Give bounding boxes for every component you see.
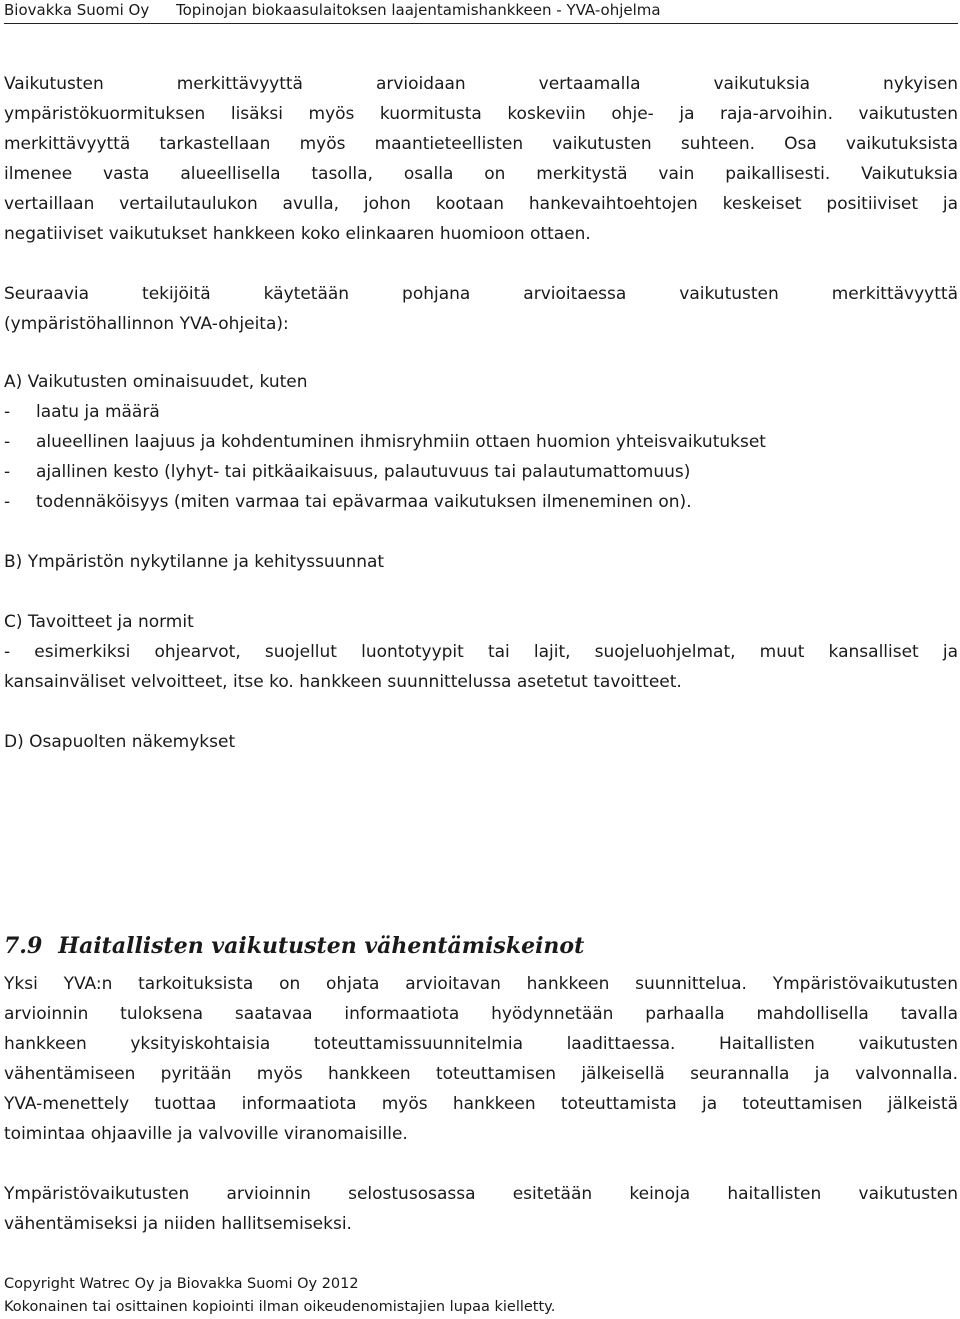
section-c-line: kansainväliset velvoitteet, itse ko. hankkeen suunnittelussa asetetut tavoitteet. xyxy=(4,672,682,692)
section-d-title: D) Osapuolten näkemykset xyxy=(4,732,236,752)
section-a-title: A) Vaikutusten ominaisuudet, kuten xyxy=(4,372,308,392)
factors-paragraph xyxy=(4,279,958,339)
mitigation-report-paragraph xyxy=(4,1179,958,1239)
section-c-line: - esimerkiksi ohjearvot, suojellut luontotyypit tai lajit, suojeluohjelmat, muut kansalliset ja xyxy=(4,642,958,662)
intro-line: Vaikutusten merkittävyyttä arvioidaan vertaamalla vaikutuksia nykyisen xyxy=(4,74,958,94)
footer-copyright: Copyright Watrec Oy ja Biovakka Suomi Oy 2012 xyxy=(4,1276,359,1292)
list-dash: - xyxy=(4,492,11,512)
list-dash: - xyxy=(4,462,11,482)
section-d xyxy=(4,727,958,757)
section-c-title: C) Tavoitteet ja normit xyxy=(4,612,194,632)
mitigation-paragraph xyxy=(4,969,958,1149)
mitigation-line: vähentämiseen pyritään myös hankkeen toteuttamisen jälkeisellä seurannalla ja valvonnalla. xyxy=(4,1064,958,1084)
list-dash: - xyxy=(4,402,11,422)
footer-rights-notice: Kokonainen tai osittainen kopiointi ilman oikeudenomistajien lupaa kielletty. xyxy=(4,1299,556,1315)
list-item xyxy=(4,457,958,487)
intro-line: ympäristökuormituksen lisäksi myös kuormitusta koskeviin ohje- ja raja-arvoihin. vaikutusten xyxy=(4,104,958,124)
mitigation-line: YVA-menettely tuottaa informaatiota myös hankkeen toteuttamista ja toteuttamisen jälkeistä xyxy=(4,1094,958,1114)
document-page xyxy=(4,0,958,1318)
list-item xyxy=(4,487,958,517)
section-b xyxy=(4,547,958,577)
running-header xyxy=(4,0,958,22)
intro-line: negatiiviset vaikutukset hankkeen koko elinkaaren huomioon ottaen. xyxy=(4,224,591,244)
list-item xyxy=(4,427,958,457)
section-number: 7.9 xyxy=(4,933,43,959)
list-dash: - xyxy=(4,432,11,452)
list-item xyxy=(4,397,958,427)
mitigation-line: toimintaa ohjaaville ja valvoville viranomaisille. xyxy=(4,1124,408,1144)
factors-line: Seuraavia tekijöitä käytetään pohjana arvioitaessa vaikutusten merkittävyyttä xyxy=(4,284,958,304)
mitigation-report-line: vähentämiseksi ja niiden hallitsemiseksi. xyxy=(4,1214,352,1234)
mitigation-line: hankkeen yksityiskohtaisia toteuttamissuunnitelmia laadittaessa. Haitallisten vaikutusten xyxy=(4,1034,958,1054)
header-project-title: Topinojan biokaasulaitoksen laajentamishankkeen - YVA-ohjelma xyxy=(176,1,661,19)
list-item-text: todennäköisyys (miten varmaa tai epävarmaa vaikutuksen ilmeneminen on). xyxy=(36,492,692,512)
section-heading-7-9 xyxy=(4,926,584,966)
header-company: Biovakka Suomi Oy xyxy=(4,1,150,19)
page-footer xyxy=(4,1273,555,1319)
intro-line: vertaillaan vertailutaulukon avulla, johon kootaan hankevaihtoehtojen keskeiset positiiviset ja xyxy=(4,194,958,214)
section-title: Haitallisten vaikutusten vähentämiskeinot xyxy=(58,933,585,959)
mitigation-line: arvioinnin tuloksena saatavaa informaatiota hyödynnetään parhaalla mahdollisella tavalla xyxy=(4,1004,958,1024)
intro-line: ilmenee vasta alueellisella tasolla, osalla on merkitystä vain paikallisesti. Vaikutuksia xyxy=(4,164,958,184)
factors-line: (ympäristöhallinnon YVA-ohjeita): xyxy=(4,314,289,334)
section-b-title: B) Ympäristön nykytilanne ja kehityssuunnat xyxy=(4,552,385,572)
header-divider xyxy=(4,23,958,24)
section-a xyxy=(4,367,958,517)
intro-line: merkittävyyttä tarkastellaan myös maantieteellisten vaikutusten suhteen. Osa vaikutuksista xyxy=(4,134,958,154)
list-item-text: laatu ja määrä xyxy=(36,402,160,422)
section-c xyxy=(4,607,958,697)
list-item-text: alueellinen laajuus ja kohdentuminen ihmisryhmiin ottaen huomion yhteisvaikutukset xyxy=(36,432,766,452)
mitigation-report-line: Ympäristövaikutusten arvioinnin selostusosassa esitetään keinoja haitallisten vaikutusten xyxy=(4,1184,958,1204)
intro-paragraph xyxy=(4,69,958,249)
mitigation-line: Yksi YVA:n tarkoituksista on ohjata arvioitavan hankkeen suunnittelua. Ympäristövaikutusten xyxy=(4,974,958,994)
list-item-text: ajallinen kesto (lyhyt- tai pitkäaikaisuus, palautuvuus tai palautumattomuus) xyxy=(36,462,691,482)
